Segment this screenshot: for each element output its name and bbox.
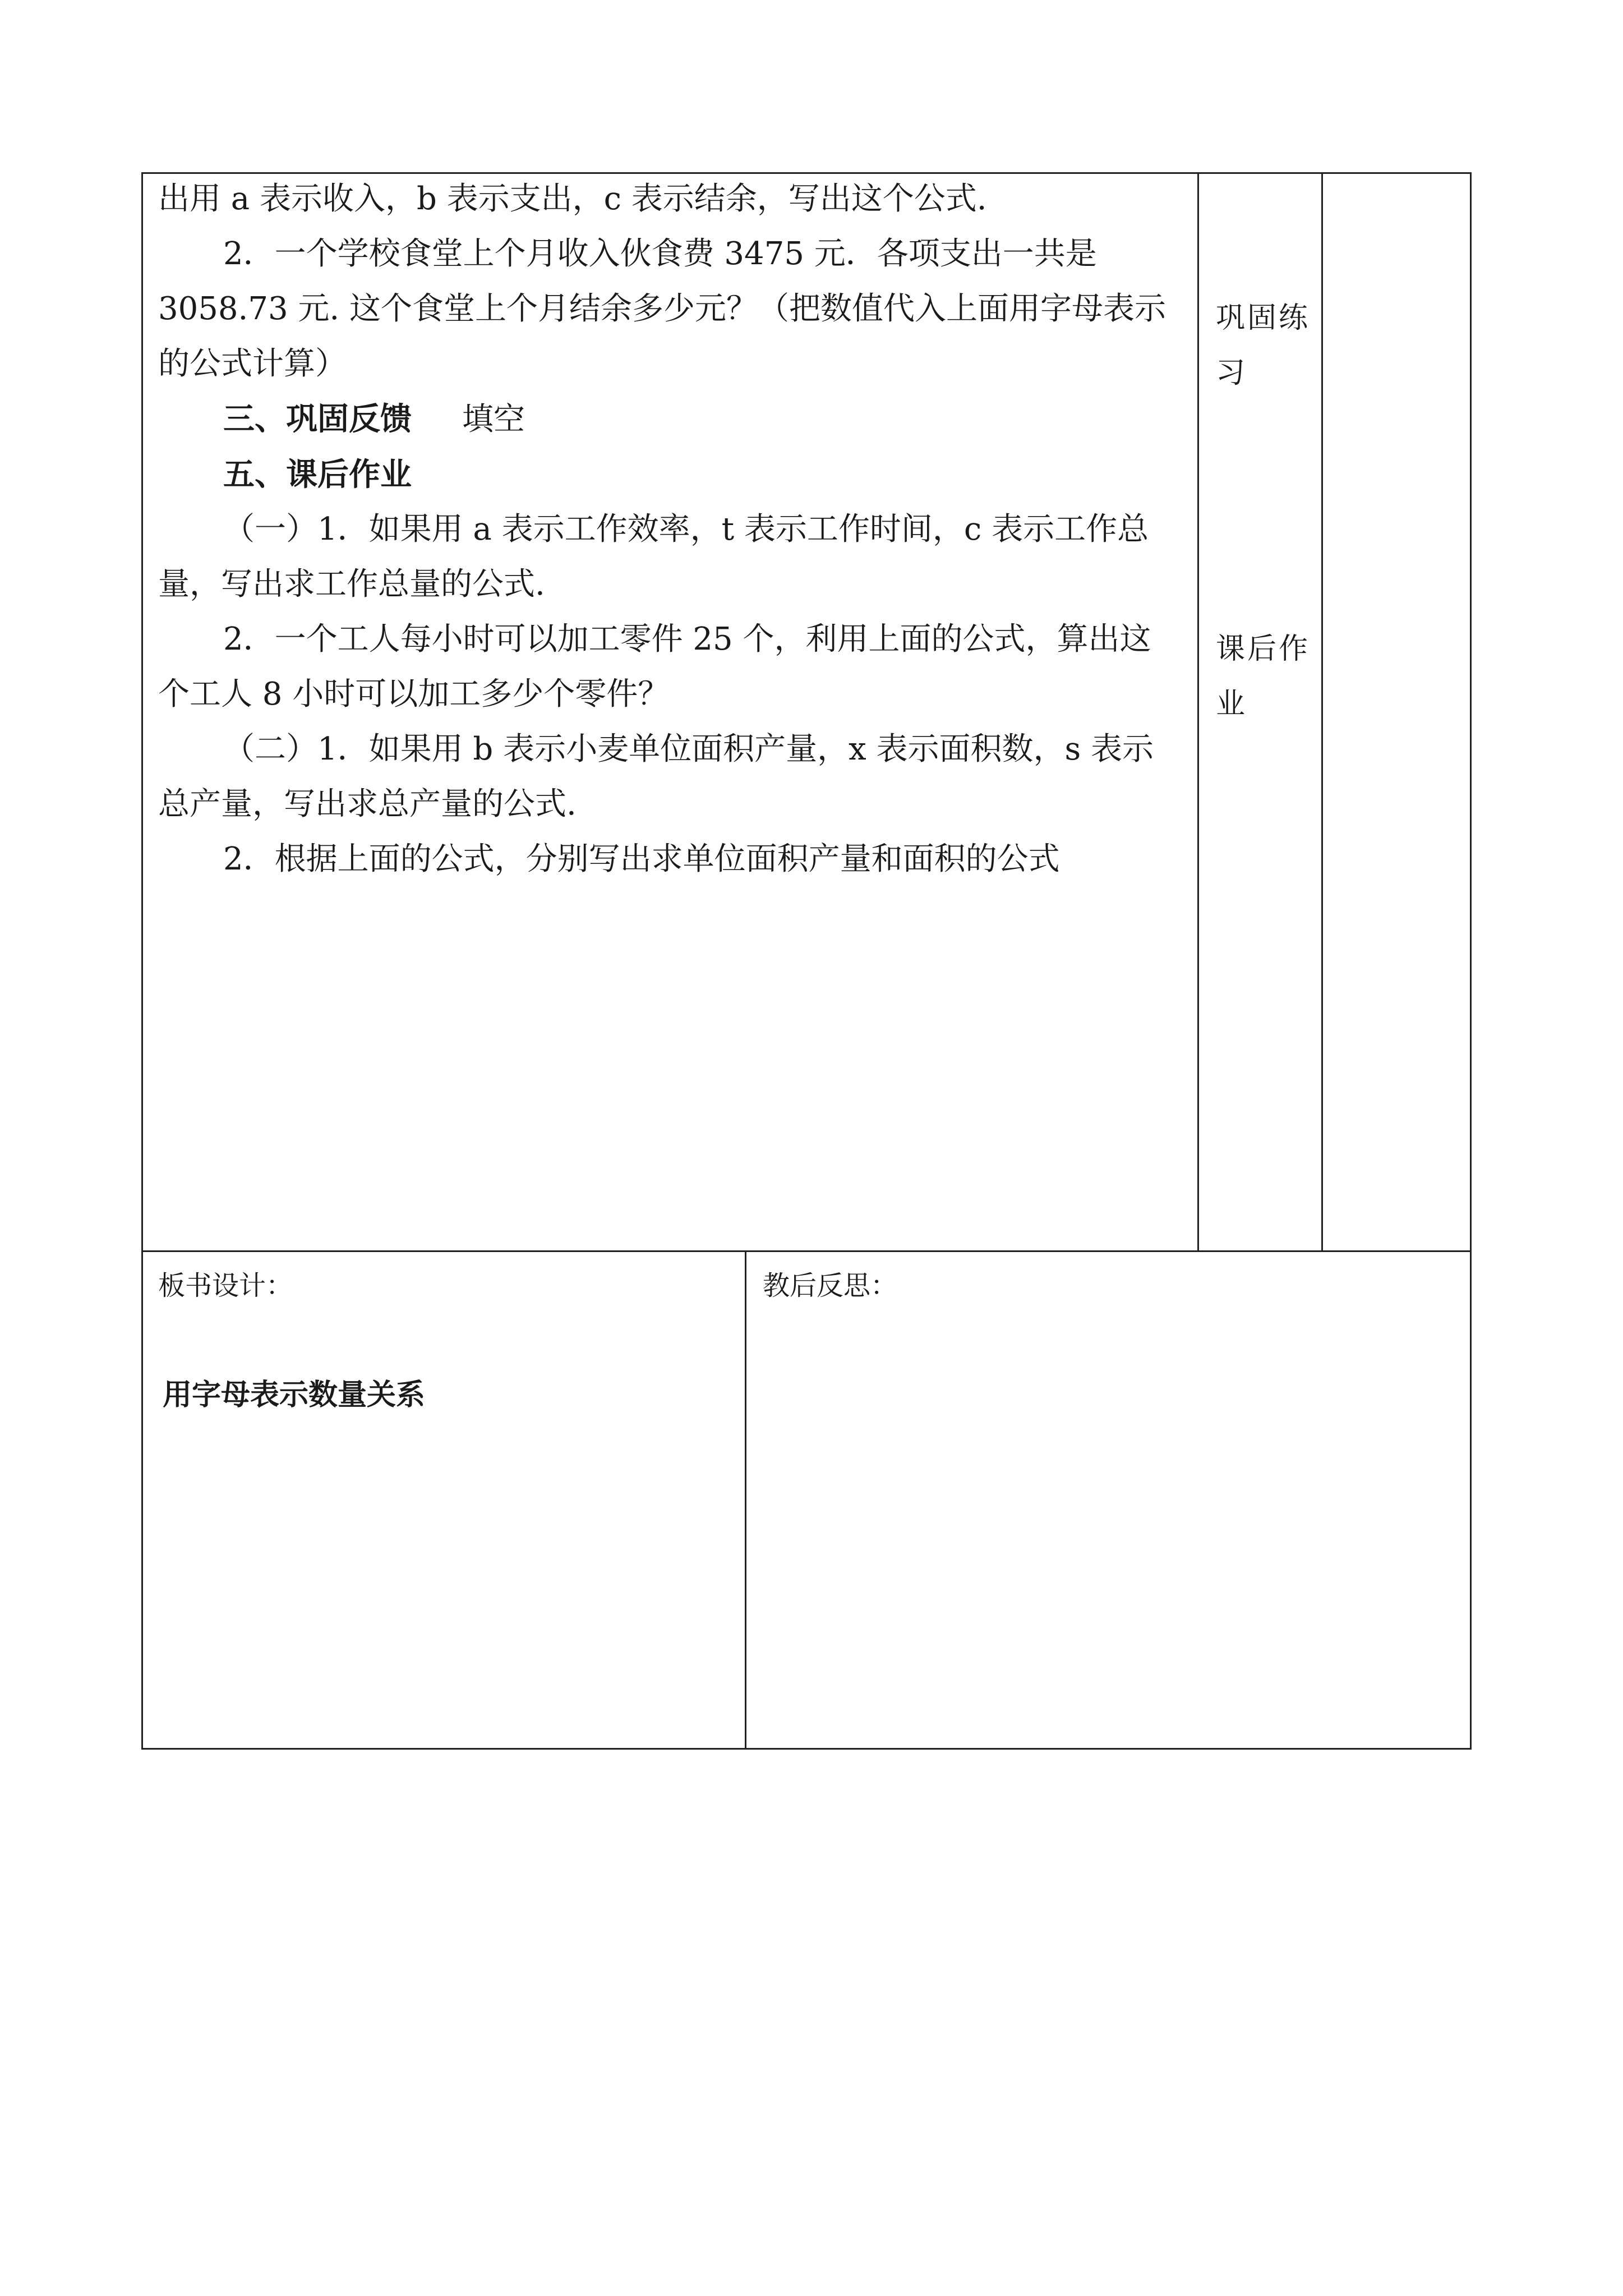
lesson-line: （一）1．如果用 a 表示工作效率，t 表示工作时间，c 表示工作总: [223, 511, 1149, 547]
table-bottom-border: [141, 1748, 1472, 1750]
lesson-line: 的公式计算）: [158, 346, 347, 382]
lesson-line: （二）1．如果用 b 表示小麦单位面积产量，x 表示面积数，s 表示: [223, 731, 1154, 767]
feedback-content: 填空: [462, 401, 525, 438]
lesson-line: 2．根据上面的公式，分别写出求单位面积产量和面积的公式: [223, 841, 1060, 877]
practice-label-line: 巩固练: [1216, 301, 1311, 335]
practice-label-line: 习: [1216, 356, 1248, 390]
reflection-label: 教后反思：: [763, 1270, 898, 1301]
column-divider-content: [1197, 172, 1199, 1251]
homework-heading: 五、课后作业: [223, 456, 412, 493]
lesson-line: 2．一个学校食堂上个月收入伙食费 3475 元．各项支出一共是: [223, 236, 1097, 272]
board-design-label: 板书设计：: [158, 1270, 293, 1301]
practice-label: [1216, 291, 1328, 401]
lesson-line: 量，写出求工作总量的公式.: [158, 566, 545, 602]
board-design-content: 用字母表示数量关系: [163, 1378, 426, 1412]
column-divider-bottom: [745, 1250, 746, 1749]
lesson-line: 个工人 8 小时可以加工多少个零件？: [158, 676, 670, 712]
lesson-line: 3058.73 元. 这个食堂上个月结余多少元？（把数值代入上面用字母表示: [158, 291, 1166, 327]
homework-label-line: 课后作: [1216, 632, 1311, 666]
feedback-heading: 三、巩固反馈: [223, 401, 412, 438]
lesson-line: 2．一个工人每小时可以加工零件 25 个，利用上面的公式，算出这: [223, 621, 1151, 657]
homework-label-line: 业: [1216, 687, 1248, 721]
homework-label: [1216, 622, 1328, 731]
table-left-border: [141, 172, 143, 1750]
feedback-line: [158, 392, 1184, 447]
lesson-content: [158, 172, 1184, 887]
table-right-border: [1470, 172, 1472, 1750]
table-middle-border: [141, 1250, 1472, 1252]
lesson-line: 出用 a 表示收入，b 表示支出，c 表示结余，写出这个公式.: [158, 181, 987, 217]
lesson-line: 总产量，写出求总产量的公式.: [158, 786, 577, 822]
